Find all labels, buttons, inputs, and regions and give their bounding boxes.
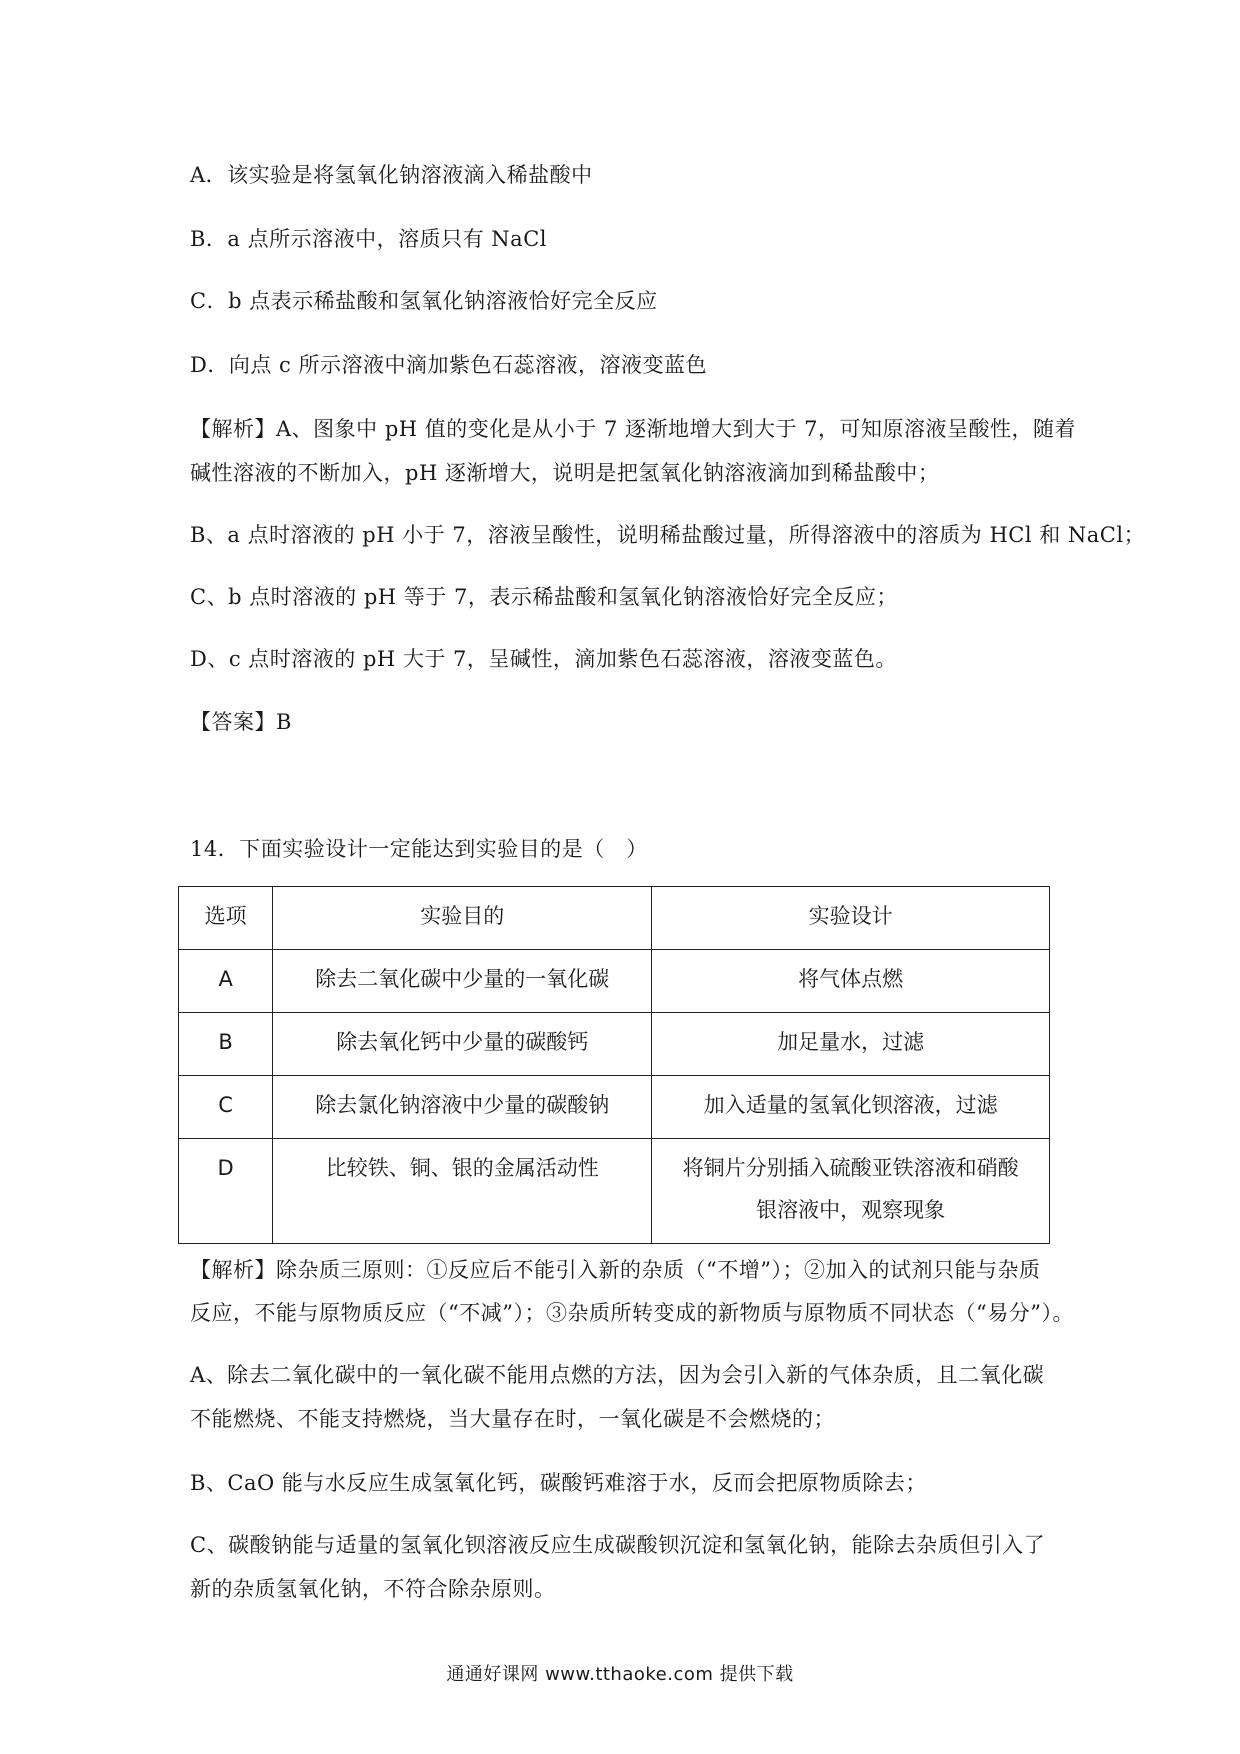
analysis-line: C、b 点时溶液的 pH 等于 7，表示稀盐酸和氢氧化钠溶液恰好完全反应； (190, 585, 898, 609)
analysis-line: 新的杂质氢氧化钠，不符合除杂原则。 (190, 1577, 556, 1601)
table-row (179, 950, 1050, 1013)
table-cell: A (179, 950, 273, 1013)
page-footer: 通通好课网 www.tthaoke.com 提供下载 (446, 1664, 794, 1685)
table-cell: D (179, 1139, 273, 1244)
analysis-line: D、c 点时溶液的 pH 大于 7，呈碱性，滴加紫色石蕊溶液，溶液变蓝色。 (190, 647, 897, 671)
table-cell-line: 银溶液中，观察现象 (756, 1198, 946, 1222)
table-row (179, 1076, 1050, 1139)
table-cell: 除去氯化钠溶液中少量的碳酸钠 (273, 1076, 652, 1139)
analysis-line: A、除去二氧化碳中的一氧化碳不能用点燃的方法，因为会引入新的气体杂质，且二氧化碳 (190, 1363, 1045, 1387)
table-header-row (179, 887, 1050, 950)
table-cell: 除去二氧化碳中少量的一氧化碳 (273, 950, 652, 1013)
analysis-line: B、a 点时溶液的 pH 小于 7，溶液呈酸性，说明稀盐酸过量，所得溶液中的溶质为 HCl 和 NaCl； (190, 523, 1146, 547)
table-cell: C (179, 1076, 273, 1139)
table-header-cell: 实验设计 (652, 887, 1050, 950)
table-cell: 比较铁、铜、银的金属活动性 (273, 1139, 652, 1244)
option-c: C．b 点表示稀盐酸和氢氧化钠溶液恰好完全反应 (190, 289, 658, 313)
analysis-line: 反应，不能与原物质反应（“不减”）；③杂质所转变成的新物质与原物质不同状态（“易分”）。 (190, 1301, 1074, 1325)
analysis-line: C、碳酸钠能与适量的氢氧化钡溶液反应生成碳酸钡沉淀和氢氧化钠，能除去杂质但引入了 (190, 1533, 1046, 1557)
table-cell: 加足量水，过滤 (652, 1013, 1050, 1076)
option-b: B．a 点所示溶液中，溶质只有 NaCl (190, 227, 547, 251)
question-14: 14．下面实验设计一定能达到实验目的是（ ） (190, 837, 648, 861)
answer-line: 【答案】B (190, 710, 292, 734)
table-header-cell: 选项 (179, 887, 273, 950)
table-cell: 将气体点燃 (652, 950, 1050, 1013)
option-a: A．该实验是将氢氧化钠溶液滴入稀盐酸中 (190, 163, 593, 187)
analysis-line: 【解析】除杂质三原则：①反应后不能引入新的杂质（“不增”）；②加入的试剂只能与杂质 (190, 1258, 1041, 1282)
table-row (179, 1139, 1050, 1244)
analysis-line: 【解析】A、图象中 pH 值的变化是从小于 7 逐渐地增大到大于 7，可知原溶液呈酸性，随着 (190, 417, 1077, 441)
table-cell (652, 1139, 1050, 1244)
table-row (179, 1013, 1050, 1076)
table-cell: B (179, 1013, 273, 1076)
analysis-line: 不能燃烧、不能支持燃烧，当大量存在时，一氧化碳是不会燃烧的； (190, 1407, 835, 1431)
table-cell: 加入适量的氢氧化钡溶液，过滤 (652, 1076, 1050, 1139)
table-header-cell: 实验目的 (273, 887, 652, 950)
option-d: D．向点 c 所示溶液中滴加紫色石蕊溶液，溶液变蓝色 (190, 353, 707, 377)
experiment-table (178, 886, 1050, 1244)
analysis-line: 碱性溶液的不断加入，pH 逐渐增大，说明是把氢氧化钠溶液滴加到稀盐酸中； (190, 461, 940, 485)
table-cell: 除去氧化钙中少量的碳酸钙 (273, 1013, 652, 1076)
table-cell-line: 将铜片分别插入硫酸亚铁溶液和硝酸 (682, 1156, 1019, 1180)
analysis-line: B、CaO 能与水反应生成氢氧化钙，碳酸钙难溶于水，反而会把原物质除去； (190, 1471, 927, 1495)
